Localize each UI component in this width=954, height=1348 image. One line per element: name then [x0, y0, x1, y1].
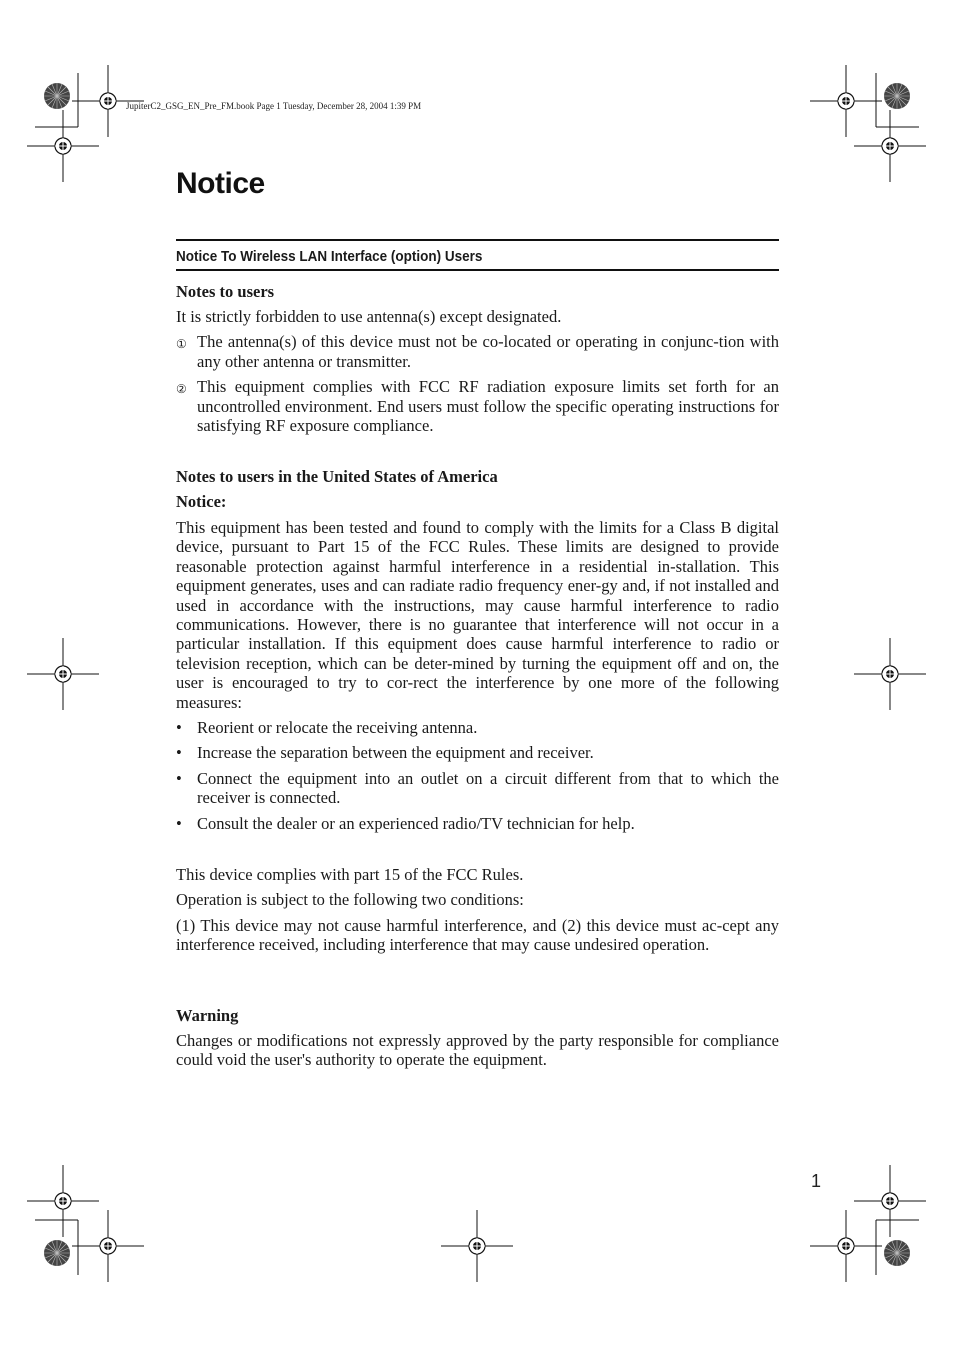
bullet-item: • Consult the dealer or an experienced radio/TV technician for help. [176, 813, 635, 833]
notes-usa-heading: Notes to users in the United States of America [176, 467, 498, 486]
section-bar [176, 239, 779, 271]
part15-line1: This device complies with part 15 of the FCC Rules. [176, 865, 524, 884]
bullet-item: • Connect the equipment into an outlet on a circuit different from that to which the receiver is connected. [176, 768, 779, 808]
section-title: Notice To Wireless LAN Interface (option) Users [176, 248, 483, 265]
page-number: 1 [811, 1171, 822, 1191]
item-marker: ① [176, 337, 187, 352]
warning-section [176, 1006, 779, 1070]
item-marker: ② [176, 382, 187, 397]
notes-users-heading: Notes to users [176, 282, 275, 301]
warning-text: Changes or modifications not expressly approved by the party responsible for compliance could void the user's authority to operate the equipment. [176, 1031, 779, 1070]
notice-paragraph: This equipment has been tested and found to comply with the limits for a Class B digital device, pursuant to Part 15 of the FCC Rules. These limits are designed to provide reasonable protection against harmful interference in a residential in-stallation. This equipment generates, uses and can radiate radio frequency ener-gy and, if not installed and used in accordance with the instructions, may cause harmful interference to radio communications. However, there is no guarantee that interference will not occur in a particular installation. If this equipment does cause harmful interference to radio or television reception, which can be deter-mined by turning the equipment off and on, the user is encouraged to try to cor-rect the interference by one more of the following measures: [176, 518, 779, 712]
part15-section [176, 865, 779, 955]
bullet-text: Connect the equipment into an outlet on a circuit different from that to which the receiver is connected. [197, 768, 779, 808]
notes-users-intro: It is strictly forbidden to use antenna(s) except designated. [176, 307, 562, 326]
notes-usa [176, 467, 779, 833]
list-item [176, 332, 779, 371]
part15-line2: Operation is subject to the following two conditions: [176, 890, 524, 910]
item-text: This equipment complies with FCC RF radiation exposure limits set forth for an uncontrolled environment. End users must follow the specific operating instructions for satisfying RF exposure compliance. [197, 377, 779, 436]
bullet-item: • Increase the separation between the equipment and receiver. [176, 743, 594, 763]
warning-heading: Warning [176, 1006, 239, 1025]
notice-label: Notice: [176, 492, 227, 511]
notes-to-users [176, 282, 779, 435]
bullet-item: • Reorient or relocate the receiving antenna. [176, 718, 478, 738]
page-title: Notice [176, 167, 265, 200]
file-header: JupiterC2_GSG_EN_Pre_FM.book Page 1 Tuesday, December 28, 2004 1:39 PM [126, 101, 422, 111]
bullet-text: Reorient or relocate the receiving antenna. [197, 718, 478, 738]
bullet-text: Increase the separation between the equipment and receiver. [197, 743, 594, 763]
part15-line3: (1) This device may not cause harmful interference, and (2) this device must ac-cept any interference received, including interference that may cause undesired operation. [176, 915, 779, 955]
bullet-text: Consult the dealer or an experienced radio/TV technician for help. [197, 813, 635, 833]
list-item [176, 377, 779, 435]
item-text: The antenna(s) of this device must not be co-located or operating in conjunc-tion with any other antenna or transmitter. [197, 332, 779, 371]
